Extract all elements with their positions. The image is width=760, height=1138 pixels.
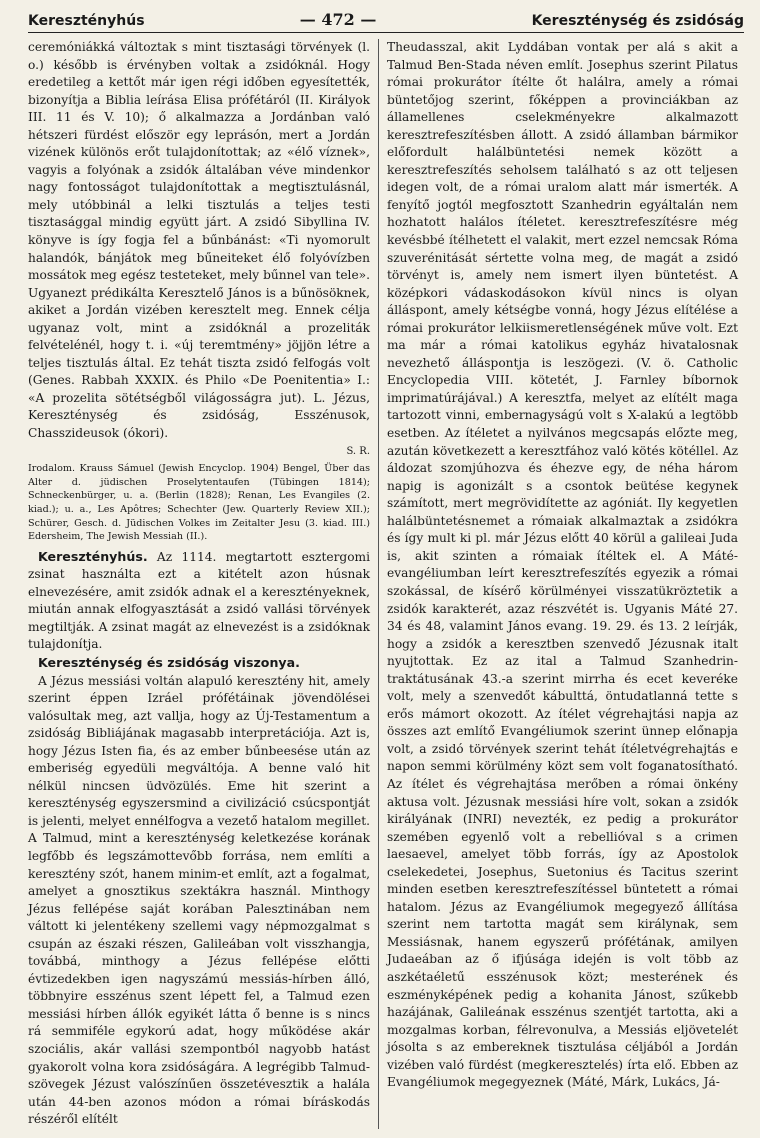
entry-keresztenyhus	[28, 548, 370, 654]
entry-continuation: Theudasszal, akit Lyddában vontak per alá s akit a Talmud Ben-Stada néven említ. Josephus szerint Pilatus római prokurátor ítélte őt halálra, amely a római büntetőjog szerint, főképpen a provinciákban az államellenes cselekményekre alkalmazott keresztrefeszítésben állott. A zsidó államban bármikor előfordult halálbüntetési nemek között a keresztrefeszítés seholsem található s az ott teljesen idegen volt, de a római uralom alatt már ismerték. A fenyítő jogtól megfosztott Szanhedrin egyáltalán nem hozhatott halálos ítéletet. keresztrefeszítésre még kevésbbé ítélhetett el valakit, mert ezzel nemcsak Róma szuverénitását sértette volna meg, de magát a zsidó törvényt is, amely nem ismert ilyen büntetést. A középkori vádaskodásokon kívül nincs is olyan álláspont, amely kétségbe vonná, hogy Jézus elítélése a római prokurátor lelkiismeretlenségének műve volt. Ezt ma már a római katolikus egyház hivatalosnak nevezhető álláspontja is leszögezi. (V. ö. Catholic Encyclopedia VIII. kötetét, J. Farnley bíbornok imprimatúrájával.) A keresztfa, melyet az elítélt maga tartozott vinni, embernagyságú volt s X-alakú a legtöbb esetben. Az ítéletet a nyilvános megcsapás előzte meg, azután következett a keresztfához való kötés kötéllel. Az áldozat szomjúhozva és éhezve egy, de néha három napig is agonizált s a csontok beütése kegynek számított, mert megrövidítette az agóniát. Ily kegyetlen halálbüntetésnemet a rómaiak alkalmaztak a zsidókra és így mult ki pl. már Jézus előtt 40 körül a galileai Juda is, akit szinten a rómaiak ítéltek el. A Máté-evangéliumban leírt keresztrefeszítés egyezik a római szokással, de kísérő körülményei visszatükröztetik a zsidók karakterét, azaz részvétét is. Ugyanis Máté 27. 34 és 48, valamint János evang. 19. 29. és 13. 2 leírják, hogy a zsidók a keresztben szenvedő Jézusnak italt nyujtottak. Ez az ital a Talmud Szanhedrin-traktátusának 43.-a szerint mirrha és ecet keveréke volt, mely a szenvedőt kábulttá, öntudatlanná tette s erős mámort okozott. Az ítélet végrehajtási napja az összes azt említő Evangéliumok szerint ünnep előnapja volt, a zsidó törvények szerint tehát ítéletvégrehajtás e napon semmi körülmény közt sem volt foganatosítható. Az ítélet és végrehajtása merőben a római önkény aktusa volt. Jézusnak messiási híre volt, sokan a zsidók királyának (INRI) nevezték, ez pedig a prokurátor szemében egyenlő volt a rebellióval s a crimen laesaevel, amelyet több forrás, így az Apostolok cselekedetei, Josephus, Suetonius és Tacitus szerint minden esetben keresztrefeszítéssel büntetett a római hatalom. Jézus az Evangéliumok megegyező állítása szerint nem tartotta magát sem királynak, sem Messiásnak, hanem egyszerű prófétának, amilyen Judaeában az ő ifjúsága idején is volt több az aszkétaéletű esszénusok közt; mesterének és eszményképének pedig a kohanita Jánost, szűkebb hazájának, Galileának esszénus szentjét tartotta, aki a mozgalmas korban, félrevonulva, a Messiás eljövetelét jósolta s az embereknek tisztulása céljából a Jordán vizében való fürdést (megkeresztelés) írta elő. Ebben az Evangéliumok megegyeznek (Máté, Márk, Lukács, Já-	[387, 40, 738, 1090]
author-signature: S. R.	[346, 445, 370, 457]
running-header	[28, 10, 744, 33]
left-column	[28, 39, 378, 1129]
page-number: — 472 —	[299, 10, 377, 29]
entry-text: A Jézus messiási voltán alapuló keresztény hit, amely szerint éppen Izráel prófétáinak jövendölései valósultak meg, azt vallja, hogy az Új-Testamentum a zsidóság Bibliájának magasabb interpretációja. Azt is, hogy Jézus Isten fia, és az ember bűnbeesése után az emberiség egyedüli megváltója. A benne való hit nélkül nincsen üdvözülés. Eme hit szerint a kereszténység egyszersmind a civilizáció csúcspontját is jelenti, melyet ennélfogva a vezető hatalom megillet. A Talmud, mint a kereszténység keletkezése korának legfőbb és legszámottevőbb forrása, nem említi a keresztény szót, hanem minim-et említ, azt a fogalmat, amelyet a gnosztikus szektákra használ. Minthogy Jézus fellépése saját korában Palesztinában nem váltott ki jelentékeny szellemi vagy népmozgalmat s csupán az északi részen, Galileában volt visszhangja, továbbá, minthogy a Jézus fellépése előtti évtizedekben igen nagyszámú messiás-hírben álló, többnyire esszénus szent lépett fel, a Talmud ezen messiási hírben állók egyikét látta ő benne is s nincs rá semmiféle egykorú adat, hogy működése akár szociális, akár vallási szempontból nagyobb hatást gyakorolt volna kora zsidóságára. A legrégibb Talmud-szövegek Jézust valószínűen összetévesztik a halála után 44-ben azonos módon a római bíráskodás részéről elítélt	[28, 673, 370, 1127]
entry-text: Az 1114. megtartott esztergomi zsinat használta ezt a kitételt azon húsnak elnevezésére, amit zsidók adnak el a keresztényeknek, miután annak elfogyasztását a zsidó vallási törvények megtiltják. A zsinat magát az elnevezést is a zsidóknak tulajdonítja.	[28, 549, 370, 652]
bibliography: Irodalom. Krauss Sámuel (Jewish Encyclop. 1904) Bengel, Über das Alter d. jüdischen Proselytentaufen (Tübingen 1814); Schneckenbürger, u. a. (Berlin (1828); Renan, Les Evangiles (2. kiad.); u. a., Les Apôtres; Schechter (Jew. Quarterly Review XII.); Schürer, Gesch. d. Jüdischen Volkes im Zeitalter Jesu (3. kiad. III.) Edersheim, The Jewish Messiah (II.).	[28, 463, 370, 543]
entry-headword: Kereszténység és zsidóság viszonya.	[38, 654, 300, 670]
header-right-keyword: Kereszténység és zsidóság	[531, 13, 744, 29]
article-continuation: ceremóniákká változtak s mint tisztasági törvények (l. o.) később is érvényben voltak a zsidóknál. Hogy eredetileg a kettőt már igen régi időben egyesítették, bizonyítja a Biblia leírása Elisa prófétáról (II. Királyok III. 11 és V. 10); ő alkalmazza a Jordánban való hétszeri fürdést először egy leprásón, mert a Jordán vizének különös erőt tulajdonítottak; az «élő víznek», vagyis a folyónak a zsidók általában véve mindenkor nagy fontosságot tulajdonítottak a megtisztulásnál, mely utóbbinál a lelki tisztulás a teljes testi tisztasággal mindig együtt járt. A zsidó Sibyllina IV. könyve is így fogja fel a bűnbánást: «Ti nyomorult halandók, bánjátok meg bűneiteket élő folyóvízben mossátok meg egész testeteket, mely bűnnel van tele». Ugyanezt prédikálta Keresztelő János is a bűnösöknek, akiket a Jordán vizében keresztelt meg. Ennek célja ugyanaz volt, mint a zsidóknál a prozeliták felvételénél, hogy t. i. «új teremtmény» jöjjön létre a teljes tisztulás által. Ez tehát tiszta zsidó felfogás volt (Genes. Rabbah XXXIX. és Philo «De Poenitentia» I.: «A prozelita sötétségből világosságra jut). L. Jézus, Kereszténység és zsidóság, Esszénusok, Chasszideusok (ókori).	[28, 40, 370, 441]
entry-headword: Keresztényhús.	[38, 548, 148, 564]
entry-keresztenyseg-es-zsidosag	[28, 654, 370, 673]
header-left-keyword: Keresztényhús	[28, 13, 145, 29]
text-columns	[28, 39, 744, 1129]
right-column	[378, 39, 738, 1129]
